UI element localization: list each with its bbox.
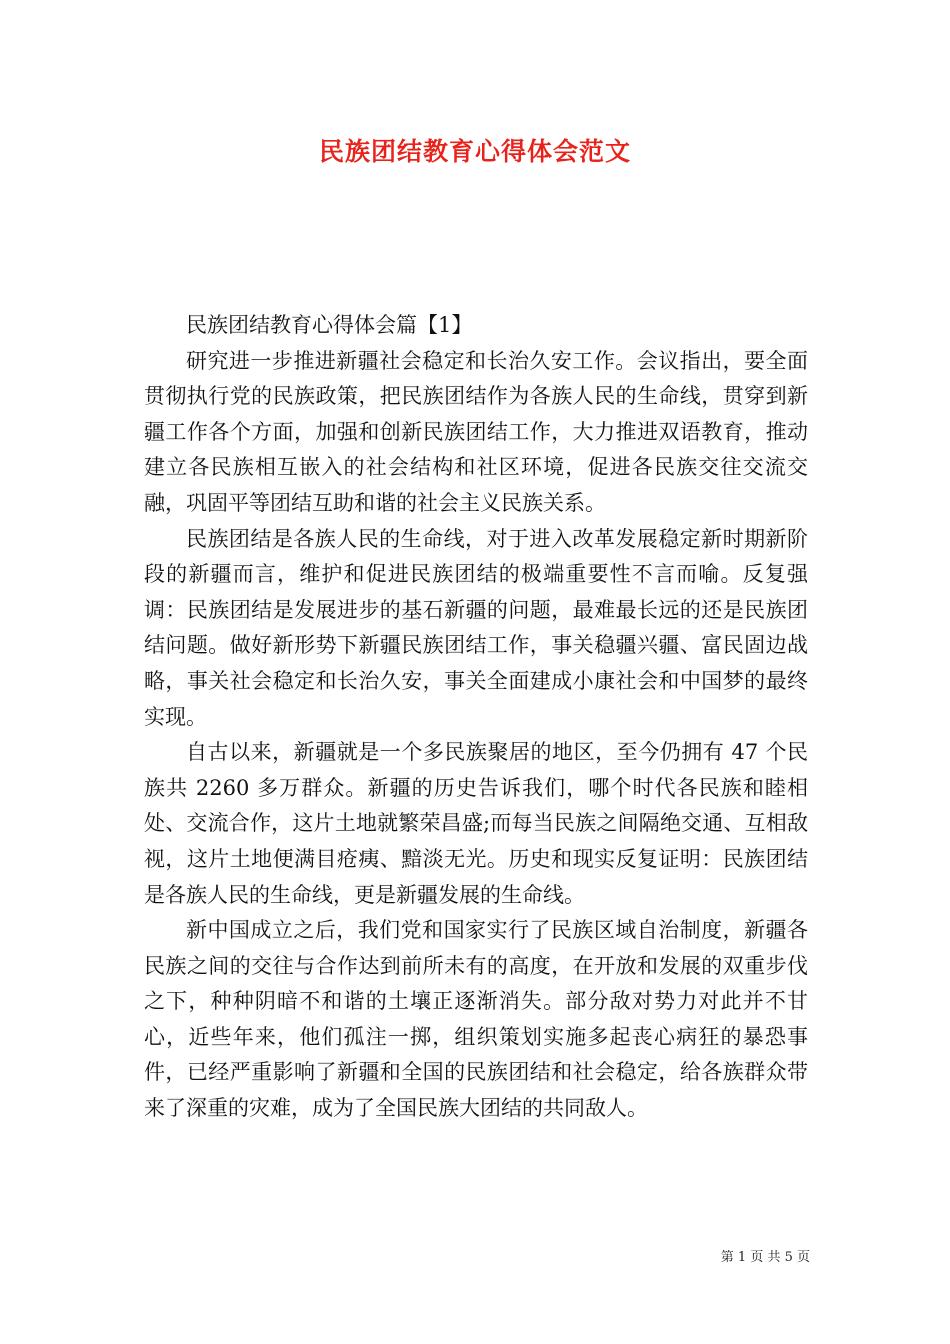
page-indicator: 第 1 页 共 5 页 bbox=[720, 1250, 810, 1265]
document-body bbox=[144, 308, 808, 1127]
document-title: 民族团结教育心得体会范文 bbox=[318, 137, 631, 166]
paragraph-3: 自古以来，新疆就是一个多民族聚居的地区，至今仍拥有 47 个民族共 2260 多万群众。新疆的历史告诉我们，哪个时代各民族和睦相处、交流合作，这片土地就繁荣昌盛;而每当民族之间隔绝交通、互相敌视，这片土地便满目疮痍、黯淡无光。历史和现实反复证明：民族团结是各族人民的生命线，更是新疆发展的生命线。 bbox=[144, 740, 808, 907]
paragraph-4: 新中国成立之后，我们党和国家实行了民族区域自治制度，新疆各民族之间的交往与合作达到前所未有的高度，在开放和发展的双重步伐之下，种种阴暗不和谐的土壤正逐渐消失。部分敌对势力对此并不甘心，近些年来，他们孤注一掷，组织策划实施多起丧心病狂的暴恐事件，已经严重影响了新疆和全国的民族团结和社会稳定，给各族群众带来了深重的灾难，成为了全国民族大团结的共同敌人。 bbox=[144, 918, 808, 1121]
paragraph-2: 民族团结是各族人民的生命线，对于进入改革发展稳定新时期新阶段的新疆而言，维护和促进民族团结的极端重要性不言而喻。反复强调：民族团结是发展进步的基石新疆的问题，最难最长远的还是民族团结问题。做好新形势下新疆民族团结工作，事关稳疆兴疆、富民固边战略，事关社会稳定和长治久安，事关全面建成小康社会和中国梦的最终实现。 bbox=[144, 526, 808, 729]
paragraph-1: 研究进一步推进新疆社会稳定和长治久安工作。会议指出，要全面贯彻执行党的民族政策，把民族团结作为各族人民的生命线，贯穿到新疆工作各个方面，加强和创新民族团结工作，大力推进双语教育，推动建立各民族相互嵌入的社会结构和社区环境，促进各民族交往交流交融，巩固平等团结互助和谐的社会主义民族关系。 bbox=[144, 348, 808, 515]
section-heading: 民族团结教育心得体会篇【1】 bbox=[186, 313, 473, 337]
